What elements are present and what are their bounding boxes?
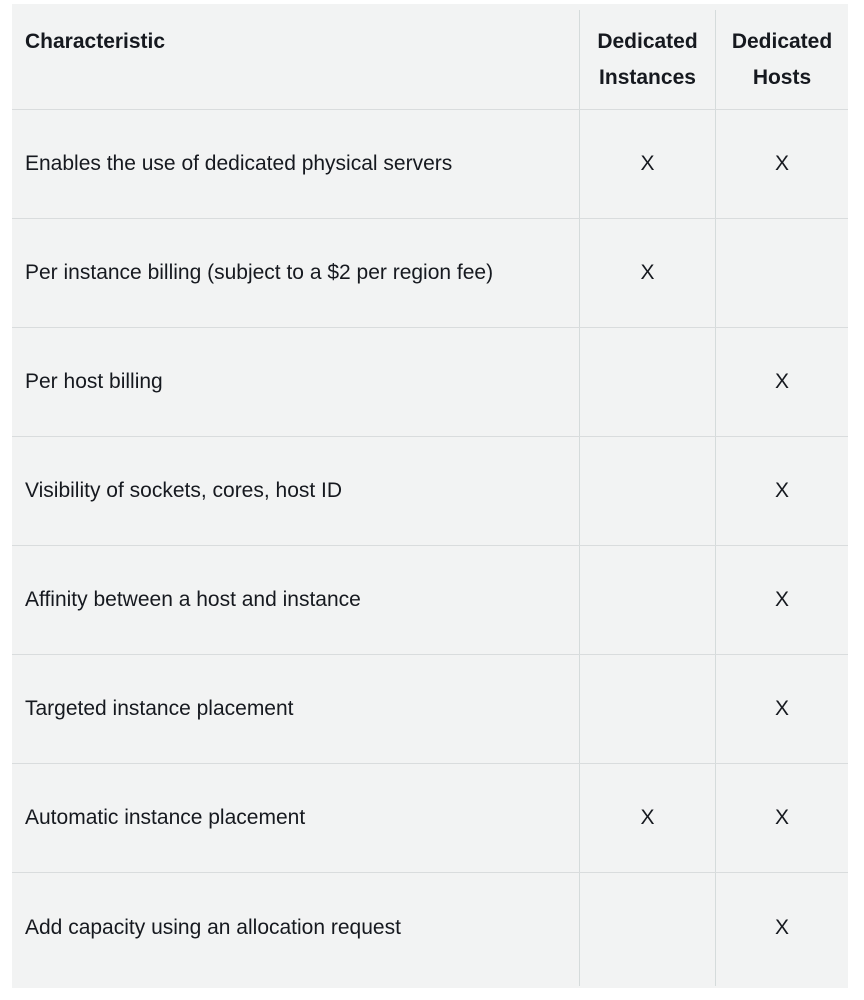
dedicated-hosts-cell: X [774, 588, 789, 611]
header-dedicated-instances: Dedicated Instances [597, 30, 698, 89]
table-row [12, 328, 848, 437]
table-row [12, 873, 848, 982]
characteristic-cell: Visibility of sockets, cores, host ID [25, 479, 343, 502]
dedicated-instances-cell [580, 873, 715, 982]
table-row [12, 546, 848, 655]
dedicated-instances-cell [580, 546, 715, 654]
header-dedicated-hosts: Dedicated Hosts [731, 30, 833, 89]
characteristic-cell: Targeted instance placement [25, 697, 294, 720]
dedicated-hosts-cell: X [774, 479, 789, 502]
characteristic-cell: Enables the use of dedicated physical servers [25, 152, 453, 175]
table-row [12, 219, 848, 328]
table-row [12, 437, 848, 546]
table-row [12, 110, 848, 219]
dedicated-instances-cell: X [640, 806, 655, 829]
characteristic-cell: Add capacity using an allocation request [25, 915, 401, 939]
dedicated-instances-cell: X [640, 261, 655, 284]
characteristic-cell: Per instance billing (subject to a $2 per region fee) [25, 261, 494, 284]
characteristic-cell: Per host billing [25, 370, 163, 393]
table-row [12, 655, 848, 764]
dedicated-hosts-cell [716, 219, 848, 327]
dedicated-hosts-cell: X [774, 915, 789, 939]
dedicated-hosts-cell: X [774, 806, 789, 829]
table-header-row [12, 4, 848, 110]
dedicated-hosts-cell: X [774, 152, 789, 175]
characteristic-cell: Affinity between a host and instance [25, 588, 361, 611]
dedicated-hosts-cell: X [774, 370, 789, 393]
dedicated-instances-cell [580, 655, 715, 763]
characteristic-cell: Automatic instance placement [25, 806, 306, 829]
dedicated-instances-cell [580, 328, 715, 436]
dedicated-hosts-cell: X [774, 697, 789, 720]
header-characteristic: Characteristic [25, 30, 166, 53]
table-row [12, 764, 848, 873]
dedicated-instances-cell [580, 437, 715, 545]
dedicated-instances-cell: X [640, 152, 655, 175]
comparison-table [12, 4, 848, 988]
